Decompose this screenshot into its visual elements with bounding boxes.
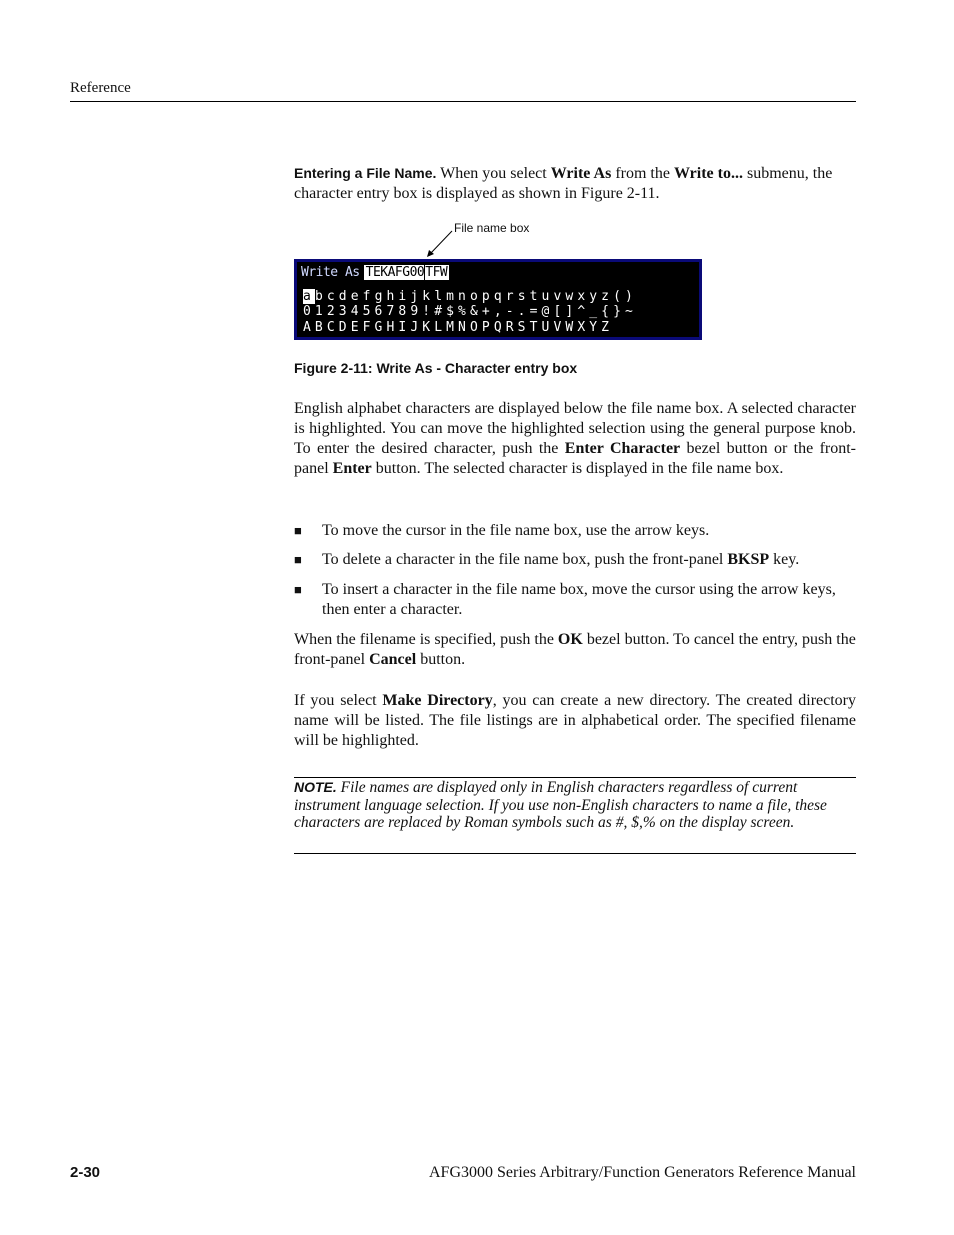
para1-bold-1: Enter Character: [564, 440, 681, 457]
list-item: [294, 550, 856, 570]
para3-text-1: If you select: [294, 692, 383, 709]
intro-text-1: When you select: [436, 165, 551, 182]
lowercase-characters: bcdefghijklmnopqrstuvwxyz(): [314, 289, 637, 304]
paragraph-ok-cancel: [294, 630, 856, 670]
list-item-bold: BKSP: [727, 551, 770, 568]
bullet-square-icon: ■: [294, 582, 302, 597]
intro-text-3: submenu, the character entry box is displayed as shown in Figure 2-11.: [294, 165, 833, 202]
manual-title: AFG3000 Series Arbitrary/Function Generators Reference Manual: [429, 1164, 856, 1181]
selected-character[interactable]: a: [303, 289, 315, 304]
page-number: 2-30: [70, 1164, 101, 1181]
para2-bold-1: OK: [557, 631, 583, 648]
para2-bold-2: Cancel: [369, 651, 417, 668]
file-name-box[interactable]: [364, 265, 450, 280]
intro-bold-2: Write to...: [673, 165, 743, 182]
para1-bold-2: Enter: [332, 460, 372, 477]
file-name-text: TEKAFG00: [365, 265, 425, 280]
para2-text-2: bezel button. To cancel the entry, push the front-panel: [294, 631, 856, 668]
callout-arrow-icon: [424, 230, 454, 258]
para1-text-1: English alphabet characters are displayed below the file name box. A selected character is highlighted. You can move the highlighted selection using the general purpose knob. To enter the desired character, push the: [294, 400, 856, 457]
note-rule-bottom: [294, 853, 856, 854]
para2-text-1: When the filename is specified, push the: [294, 631, 558, 648]
digits-symbols-row[interactable]: 0123456789!#$%&+,-.=@[]^_{}~: [303, 304, 637, 319]
intro-bold-1: Write As: [550, 165, 612, 182]
lowercase-row[interactable]: [303, 289, 637, 304]
intro-text-2: from the: [611, 165, 674, 182]
para2-text-3: button.: [416, 651, 466, 668]
para3-bold-1: Make Directory: [382, 692, 493, 709]
note-block: [294, 779, 856, 832]
list-item-text: [322, 550, 856, 570]
list-item-text-2: key.: [769, 551, 800, 568]
bullet-square-icon: ■: [294, 523, 302, 538]
para1-text-3: button. The selected character is displayed in the file name box.: [371, 460, 784, 477]
figure-caption: Figure 2-11: Write As - Character entry box: [294, 360, 578, 376]
header-rule: [70, 101, 856, 102]
bullet-square-icon: ■: [294, 552, 302, 567]
note-text: File names are displayed only in English characters regardless of current instrument language selection. If you use non-English characters to name a file, these characters are replaced by Roman symbols such as #, $,% on the display screen.: [294, 779, 827, 832]
uppercase-row[interactable]: ABCDEFGHIJKLMNOPQRSTUVWXYZ: [303, 320, 614, 335]
running-header: Reference: [70, 80, 131, 96]
intro-paragraph: [294, 163, 856, 204]
run-in-heading: Entering a File Name.: [294, 165, 437, 181]
note-label: NOTE.: [294, 779, 337, 795]
list-item: [294, 521, 856, 541]
para1-text-2: bezel button or the front-panel: [294, 440, 857, 477]
paragraph-make-directory: [294, 691, 856, 751]
file-name-text-tail: TFW: [425, 265, 448, 280]
callout-label: File name box: [454, 221, 530, 235]
screen-display: [297, 262, 699, 337]
para3-text-2: , you can create a new directory. The created directory name will be listed. The file listings are in alphabetical order. The specified filename will be highlighted.: [294, 692, 857, 749]
list-item-text: To move the cursor in the file name box, use the arrow keys.: [322, 522, 710, 539]
list-item-text-1: To delete a character in the file name box, push the front-panel: [322, 551, 728, 568]
character-entry-screen: [294, 259, 702, 340]
paragraph-characters: [294, 399, 856, 479]
note-rule-top: [294, 777, 856, 778]
write-as-label: Write As: [301, 265, 360, 280]
list-item: [294, 580, 856, 620]
screen-title-row: [301, 264, 449, 281]
list-item-text: To insert a character in the file name box, move the cursor using the arrow keys, then enter a character.: [322, 581, 836, 618]
